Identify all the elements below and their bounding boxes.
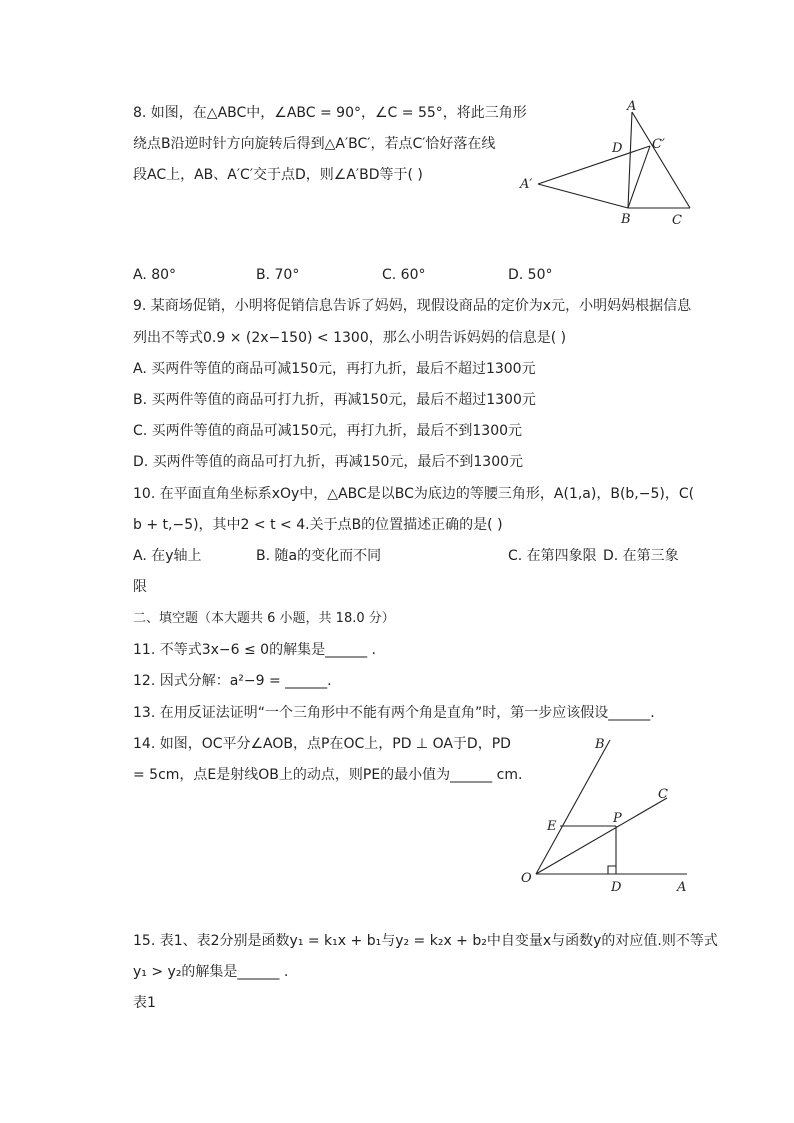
q14-line-2: = 5cm，点E是射线OB上的动点，则PE的最小值为______ cm. (133, 767, 523, 783)
q9-choice-c: C. 买两件等值的商品可减150元，再打九折，最后不到1300元 (133, 423, 523, 439)
q13-text: 13. 在用反证法证明“一个三角形中不能有两个角是直角”时，第一步应该假设______. (133, 705, 655, 721)
label-C: C (672, 213, 682, 228)
q8-choice-a: A. 80° (133, 267, 177, 283)
section-2-title: 二、填空题（本大题共 6 小题，共 18.0 分） (133, 611, 395, 626)
label-C-prime: C′ (652, 137, 665, 152)
label-C: C (658, 787, 668, 802)
q14-figure (515, 730, 700, 899)
q8-figure (510, 100, 710, 239)
q9-line-1: 9. 某商场促销，小明将促销信息告诉了妈妈，现假设商品的定价为x元，小明妈妈根据信息 (133, 298, 692, 314)
label-B: B (621, 212, 631, 227)
q10-choice-b: B. 随a的变化而不同 (256, 548, 382, 564)
q15-table-label: 表1 (133, 995, 156, 1011)
q8-choice-b: B. 70° (256, 267, 300, 283)
q10-line-2: b + t,−5)，其中2 < t < 4.关于点B的位置描述正确的是( ) (133, 517, 503, 533)
ray-OC (536, 798, 667, 874)
q10-line-1: 10. 在平面直角坐标系xOy中，△ABC是以BC为底边的等腰三角形，A(1,a)，B(b,−5)，C( (133, 486, 695, 502)
segment-A-prime-B (538, 184, 628, 208)
q9-choice-b: B. 买两件等值的商品可打九折，再减150元，最后不超过1300元 (133, 392, 536, 408)
segment-AB (628, 112, 632, 208)
label-D: D (612, 141, 623, 156)
q9-choice-d: D. 买两件等值的商品可打九折，再减150元，最后不到1300元 (133, 454, 524, 470)
q10-choice-a: A. 在y轴上 (133, 548, 202, 564)
q9-choice-a: A. 买两件等值的商品可减150元，再打九折，最后不超过1300元 (133, 361, 536, 377)
q11-text: 11. 不等式3x−6 ≤ 0的解集是______ . (133, 642, 376, 658)
q8-choice-c: C. 60° (382, 267, 426, 283)
q8-line-3: 段AC上，AB、A′C′交于点D，则∠A′BD等于( ) (133, 167, 423, 183)
q15-line-2: y₁ > y₂的解集是______ . (133, 964, 289, 980)
label-B: B (595, 737, 605, 752)
segment-A-prime-C-prime (538, 146, 650, 184)
q8-line-2: 绕点B沿逆时针方向旋转后得到△A′BC′，若点C′恰好落在线 (133, 136, 496, 152)
label-E: E (547, 819, 557, 834)
label-A: A (677, 880, 687, 895)
q14-line-1: 14. 如图，OC平分∠AOB，点P在OC上，PD ⊥ OA于D，PD (133, 736, 511, 752)
label-D: D (611, 880, 622, 895)
label-A-prime: A′ (520, 177, 533, 192)
label-O: O (521, 871, 532, 886)
label-P: P (613, 811, 622, 826)
q12-text: 12. 因式分解：a²−9 = ______. (133, 673, 332, 689)
label-A: A (627, 100, 637, 114)
q8-line-1: 8. 如图，在△ABC中，∠ABC = 90°，∠C = 55°，将此三角形 (133, 105, 527, 121)
q10-choice-d-continued: 限 (133, 579, 147, 595)
segment-AC (632, 112, 690, 208)
q10-choice-d: D. 在第三象 (603, 548, 679, 564)
segment-B-C-prime (628, 146, 650, 208)
q15-line-1: 15. 表1、表2分别是函数y₁ = k₁x + b₁与y₂ = k₂x + b₂中自变量x与函数y的对应值.则不等式 (133, 933, 718, 949)
ray-OB (536, 740, 610, 874)
q10-choice-c: C. 在第四象限 (508, 548, 597, 564)
q9-line-2: 列出不等式0.9 × (2x−150) < 1300，那么小明告诉妈妈的信息是( ) (133, 330, 567, 346)
q8-choice-d: D. 50° (508, 267, 553, 283)
right-angle-mark (608, 866, 616, 874)
